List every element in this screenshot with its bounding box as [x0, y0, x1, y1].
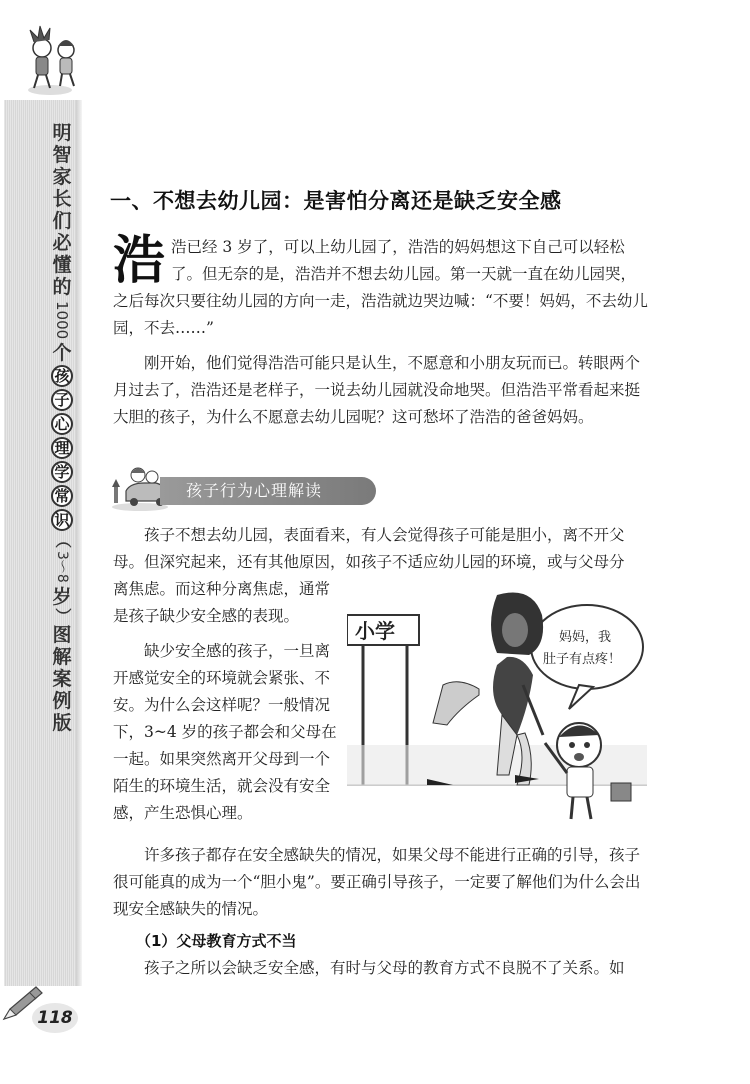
series-number: 1000 — [53, 301, 71, 340]
body-paragraph: 许多孩子都存在安全感缺失的情况，如果父母不能进行正确的引导，孩子很可能真的成为一个“胆小鬼”。要正确引导孩子，一定要了解他们为什么会出现安全感缺失的情况。 — [113, 846, 641, 918]
series-vertical-title — [47, 122, 77, 734]
bubble-line: 妈妈，我 — [559, 630, 612, 645]
circled-char: 孩 — [51, 365, 73, 387]
series-char: 解 — [52, 646, 72, 669]
series-char: 个 — [52, 342, 72, 365]
age-unit: 岁 — [52, 586, 72, 609]
story-paragraph: 刚开始，他们觉得浩浩可能只是认生，不愿意和小朋友玩而已。转眼两个月过去了，浩浩还是老样子，一说去幼儿园就没命地哭。但浩浩平常看起来挺大胆的孩子，为什么不愿意去幼儿园呢？这可愁坏了浩浩的爸爸妈妈。 — [113, 354, 641, 426]
series-char: 的 — [52, 276, 72, 298]
series-char: 必 — [52, 232, 72, 254]
section-title: 孩子行为心理解读 — [160, 477, 376, 505]
mother-child-illustration — [347, 585, 647, 823]
intro-line: 浩已经 3 岁了，可以上幼儿园了，浩浩的妈妈想这下自己可以轻松 — [171, 238, 625, 256]
page-number: 118 — [32, 1003, 78, 1033]
body-paragraph: 缺少安全感的孩子，一旦离开感觉安全的环境就会紧张、不安。为什么会这样呢？一般情况下，3~4 岁的孩子都会和父母在一起。如果突然离开父母到一个陌生的环境生活，就会没有安全感，产生恐惧心理。 — [113, 642, 337, 822]
circled-char: 理 — [51, 437, 73, 459]
body-paragraph: 孩子不想去幼儿园，表面看来，有人会觉得孩子可能是胆小，离不开父母。但深究起来，还有其他原因，如孩子不适应幼儿园的环境，或与父母分 — [113, 526, 625, 571]
series-char: 图 — [52, 624, 72, 647]
intro-paragraph — [113, 230, 653, 291]
series-char: 案 — [52, 668, 72, 691]
page-title: 一、不想去幼儿园：是害怕分离还是缺乏安全感 — [110, 189, 562, 213]
circled-char: 心 — [51, 413, 73, 435]
body-paragraph: 孩子之所以会缺乏安全感，有时与父母的教育方式不良脱不了关系。如 — [144, 959, 625, 977]
series-char: 长 — [52, 188, 72, 210]
circled-char: 识 — [51, 509, 73, 531]
intro-rest: 之后每次只要往幼儿园的方向一走，浩浩就边哭边喊：“不要！妈妈，不去幼儿园，不去……” — [113, 292, 648, 337]
intro-line: 了。但无奈的是，浩浩并不想去幼儿园。第一天就一直在幼儿园哭， — [171, 265, 637, 283]
circled-char: 常 — [51, 485, 73, 507]
subsection-heading: （1）父母教育方式不当 — [136, 932, 297, 950]
series-char: 懂 — [52, 254, 72, 276]
bubble-line: 肚子有点疼！ — [543, 652, 622, 667]
drop-cap: 浩 — [113, 230, 166, 291]
series-char: 例 — [52, 690, 72, 713]
series-char: 明 — [52, 122, 72, 144]
school-sign-text: 小学 — [355, 619, 395, 643]
series-char: 智 — [52, 144, 72, 166]
age-open-paren: （ — [53, 532, 72, 549]
series-char: 家 — [52, 166, 72, 188]
age-close-paren: ） — [53, 608, 72, 625]
series-char: 们 — [52, 210, 72, 232]
series-logo-illustration — [22, 20, 86, 100]
series-char: 版 — [52, 712, 72, 735]
circled-char: 子 — [51, 389, 73, 411]
circled-char: 学 — [51, 461, 73, 483]
age-range: 3～8 — [54, 551, 70, 584]
body-paragraph: 离焦虑。而这种分离焦虑，通常是孩子缺少安全感的表现。 — [113, 580, 331, 625]
section-banner — [110, 461, 380, 511]
